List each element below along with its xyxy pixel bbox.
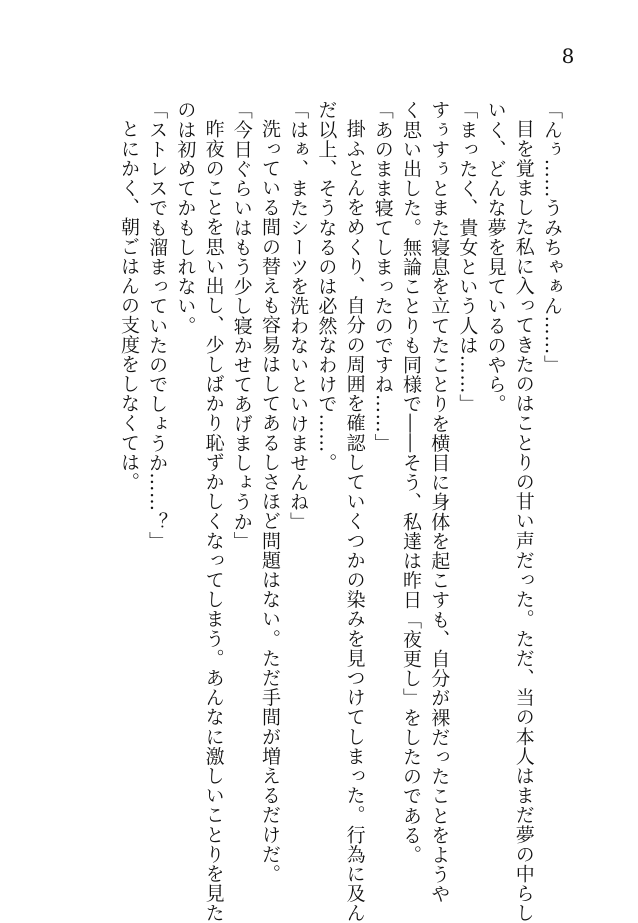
text-line: 目を覚ました私に入ってきたのはことりの甘い声だった。ただ、当の本人はまだ夢の中らし (512, 119, 535, 923)
text-line: 洗っている間の替えも容易はしてあるしさほど問題はない。ただ手間が増えるだけだ。 (258, 119, 281, 884)
text-line: 「あのまま寝てしまったのですね……」 (371, 100, 394, 453)
text-line: く思い出した。無論ことりも同様で――そう、私達は昨日「夜更し」をしたのである。 (399, 100, 422, 865)
text-line: 「ストレスでも溜まっていたのでしょうか……？」 (146, 100, 169, 551)
text-line: 「今日ぐらいはもう少し寝かせてあげましょうか」 (230, 100, 253, 551)
text-line: 「はぁ、またシーツを洗わないといけませんね」 (287, 100, 310, 532)
text-line: のは初めてかもしれない。 (174, 100, 197, 336)
text-line: 「まったく、貴女という人は……」 (456, 100, 479, 414)
text-line: 昨夜のことを思い出し、少しばかり恥ずかしくなってしまう。あんなに激しいことりを見た (202, 119, 225, 923)
vertical-body-text (115, 100, 566, 923)
page-number: 8 (561, 44, 575, 68)
text-line: 掛ふとんをめくり、自分の周囲を確認していくつかの染みを見つけてしまった。行為に及ん (343, 119, 366, 923)
text-line: すぅすぅとまた寝息を立てたことりを横目に身体を起こすも、自分が裸だったことをようや (428, 100, 451, 904)
text-line: いく、どんな夢を見ているのやら。 (484, 100, 507, 414)
text-line: 「んぅ……うみちゃぁん……」 (541, 100, 563, 375)
text-line: だ以上、そうなるのは必然なわけで……。 (315, 100, 338, 473)
text-line: とにかく、朝ごはんの支度をしなくては。 (117, 119, 140, 492)
